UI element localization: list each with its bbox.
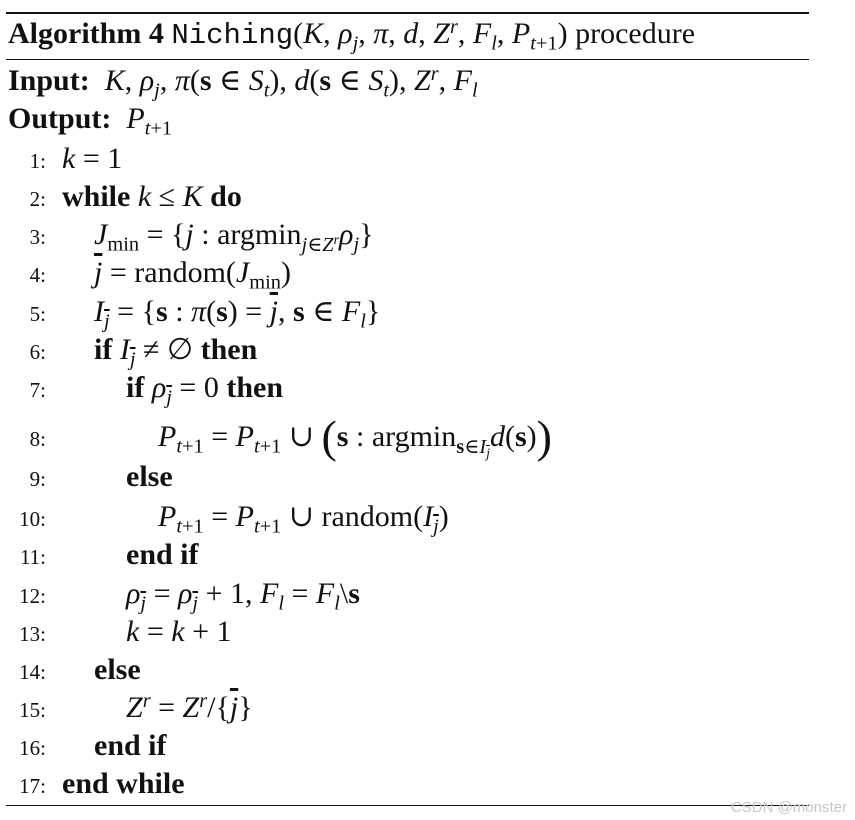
line-statement: end while [62, 767, 185, 800]
caption-args: (K, $\rho_j$, π, d, $Z^r$, $F_l$, $P_{t+1}$) [293, 15, 568, 55]
line-number: 12: [19, 584, 46, 608]
line-number: 8: [29, 427, 46, 451]
line-statement: $\overline{j}$ = $random(J_{min})$ [94, 256, 291, 294]
line-number: 4: [29, 263, 46, 287]
line-number: 3: [29, 225, 46, 249]
algorithm-line-3 [0, 216, 830, 254]
algorithm-line-9 [0, 458, 830, 496]
algorithm-line-12 [0, 575, 830, 613]
bottom-rule [6, 805, 809, 806]
line-number: 9: [29, 467, 46, 491]
algorithm-line-4 [0, 254, 830, 292]
algorithm-line-5 [0, 293, 830, 331]
line-statement: k = k + 1 [126, 615, 232, 648]
line-number: 10: [19, 507, 46, 531]
algorithm-line-11 [0, 536, 830, 574]
algorithm-line-1 [0, 140, 830, 178]
algorithm-line-17 [0, 765, 830, 803]
line-number: 11: [19, 545, 46, 569]
caption-name: Niching [171, 19, 294, 52]
line-number: 13: [19, 622, 46, 646]
line-number: 7: [29, 378, 46, 402]
algorithm-line-16 [0, 727, 830, 765]
line-statement: $P_{t+1} = P_{t+1}$ ∪ (s : argmin$_{s\in I_{\overline{j}}}$d(s)) [158, 411, 552, 462]
line-statement: if $\rho_{\overline{j}} = 0$ then [126, 371, 284, 409]
line-number: 6: [29, 340, 46, 364]
line-statement: end if [94, 729, 167, 762]
algorithm-line-2 [0, 178, 830, 216]
algorithm-line-10 [0, 498, 830, 536]
line-number: 5: [29, 302, 46, 326]
line-statement: $J_{min} = \{j$ : $argmin_{j\in Z^r}\rho_j$} [94, 218, 374, 256]
input-value: K, $\rho_j$, π(s ∈ $S_t$), d(s ∈ $S_t$), $Z^r$, $F_l$ [104, 62, 478, 102]
algorithm-line-13 [0, 613, 830, 651]
caption-rule [6, 59, 809, 60]
algorithm-caption [8, 14, 695, 54]
line-statement: $I_{\overline{j}} = \{s$ : $\pi(s) = \overline{j}$, s ∈ $F_l$} [94, 295, 381, 333]
line-statement: end if [126, 538, 199, 571]
line-statement: if $I_{\overline{j}}$ ≠ ∅ then [94, 333, 258, 371]
line-statement: $P_{t+1} = P_{t+1}$ ∪ $random(I_{\overline{j}})$ [158, 500, 449, 538]
line-number: 17: [19, 774, 46, 798]
line-number: 1: [29, 149, 46, 173]
output-value: $P_{t+1}$ [126, 102, 173, 140]
line-statement: while k ≤ K do [62, 180, 242, 213]
algorithm-line-6 [0, 331, 830, 369]
line-number: 15: [19, 698, 46, 722]
caption-suffix: procedure [575, 17, 696, 50]
line-statement: $\rho_{\overline{j}} = \rho_{\overline{j}} + 1$, $F_l$ = $F_l\backslash s$ [126, 577, 360, 615]
line-number: 14: [19, 660, 46, 684]
input-line [8, 62, 478, 100]
watermark: CSDN @monster [730, 799, 847, 816]
caption-prefix: Algorithm 4 [8, 17, 164, 50]
algorithm-line-7 [0, 369, 830, 407]
input-label: Input: [8, 64, 90, 97]
line-statement: else [94, 653, 141, 686]
line-statement: $Z^r = Z^r/\{\overline{j}\}$ [126, 689, 253, 724]
line-number: 2: [29, 187, 46, 211]
line-statement: else [126, 460, 173, 493]
output-label: Output: [8, 102, 112, 135]
algorithm-line-8 [0, 411, 830, 462]
algorithm-line-14 [0, 651, 830, 689]
algorithm-line-15 [0, 689, 830, 727]
output-line [8, 100, 172, 138]
line-number: 16: [19, 736, 46, 760]
line-statement: k = 1 [62, 142, 123, 175]
